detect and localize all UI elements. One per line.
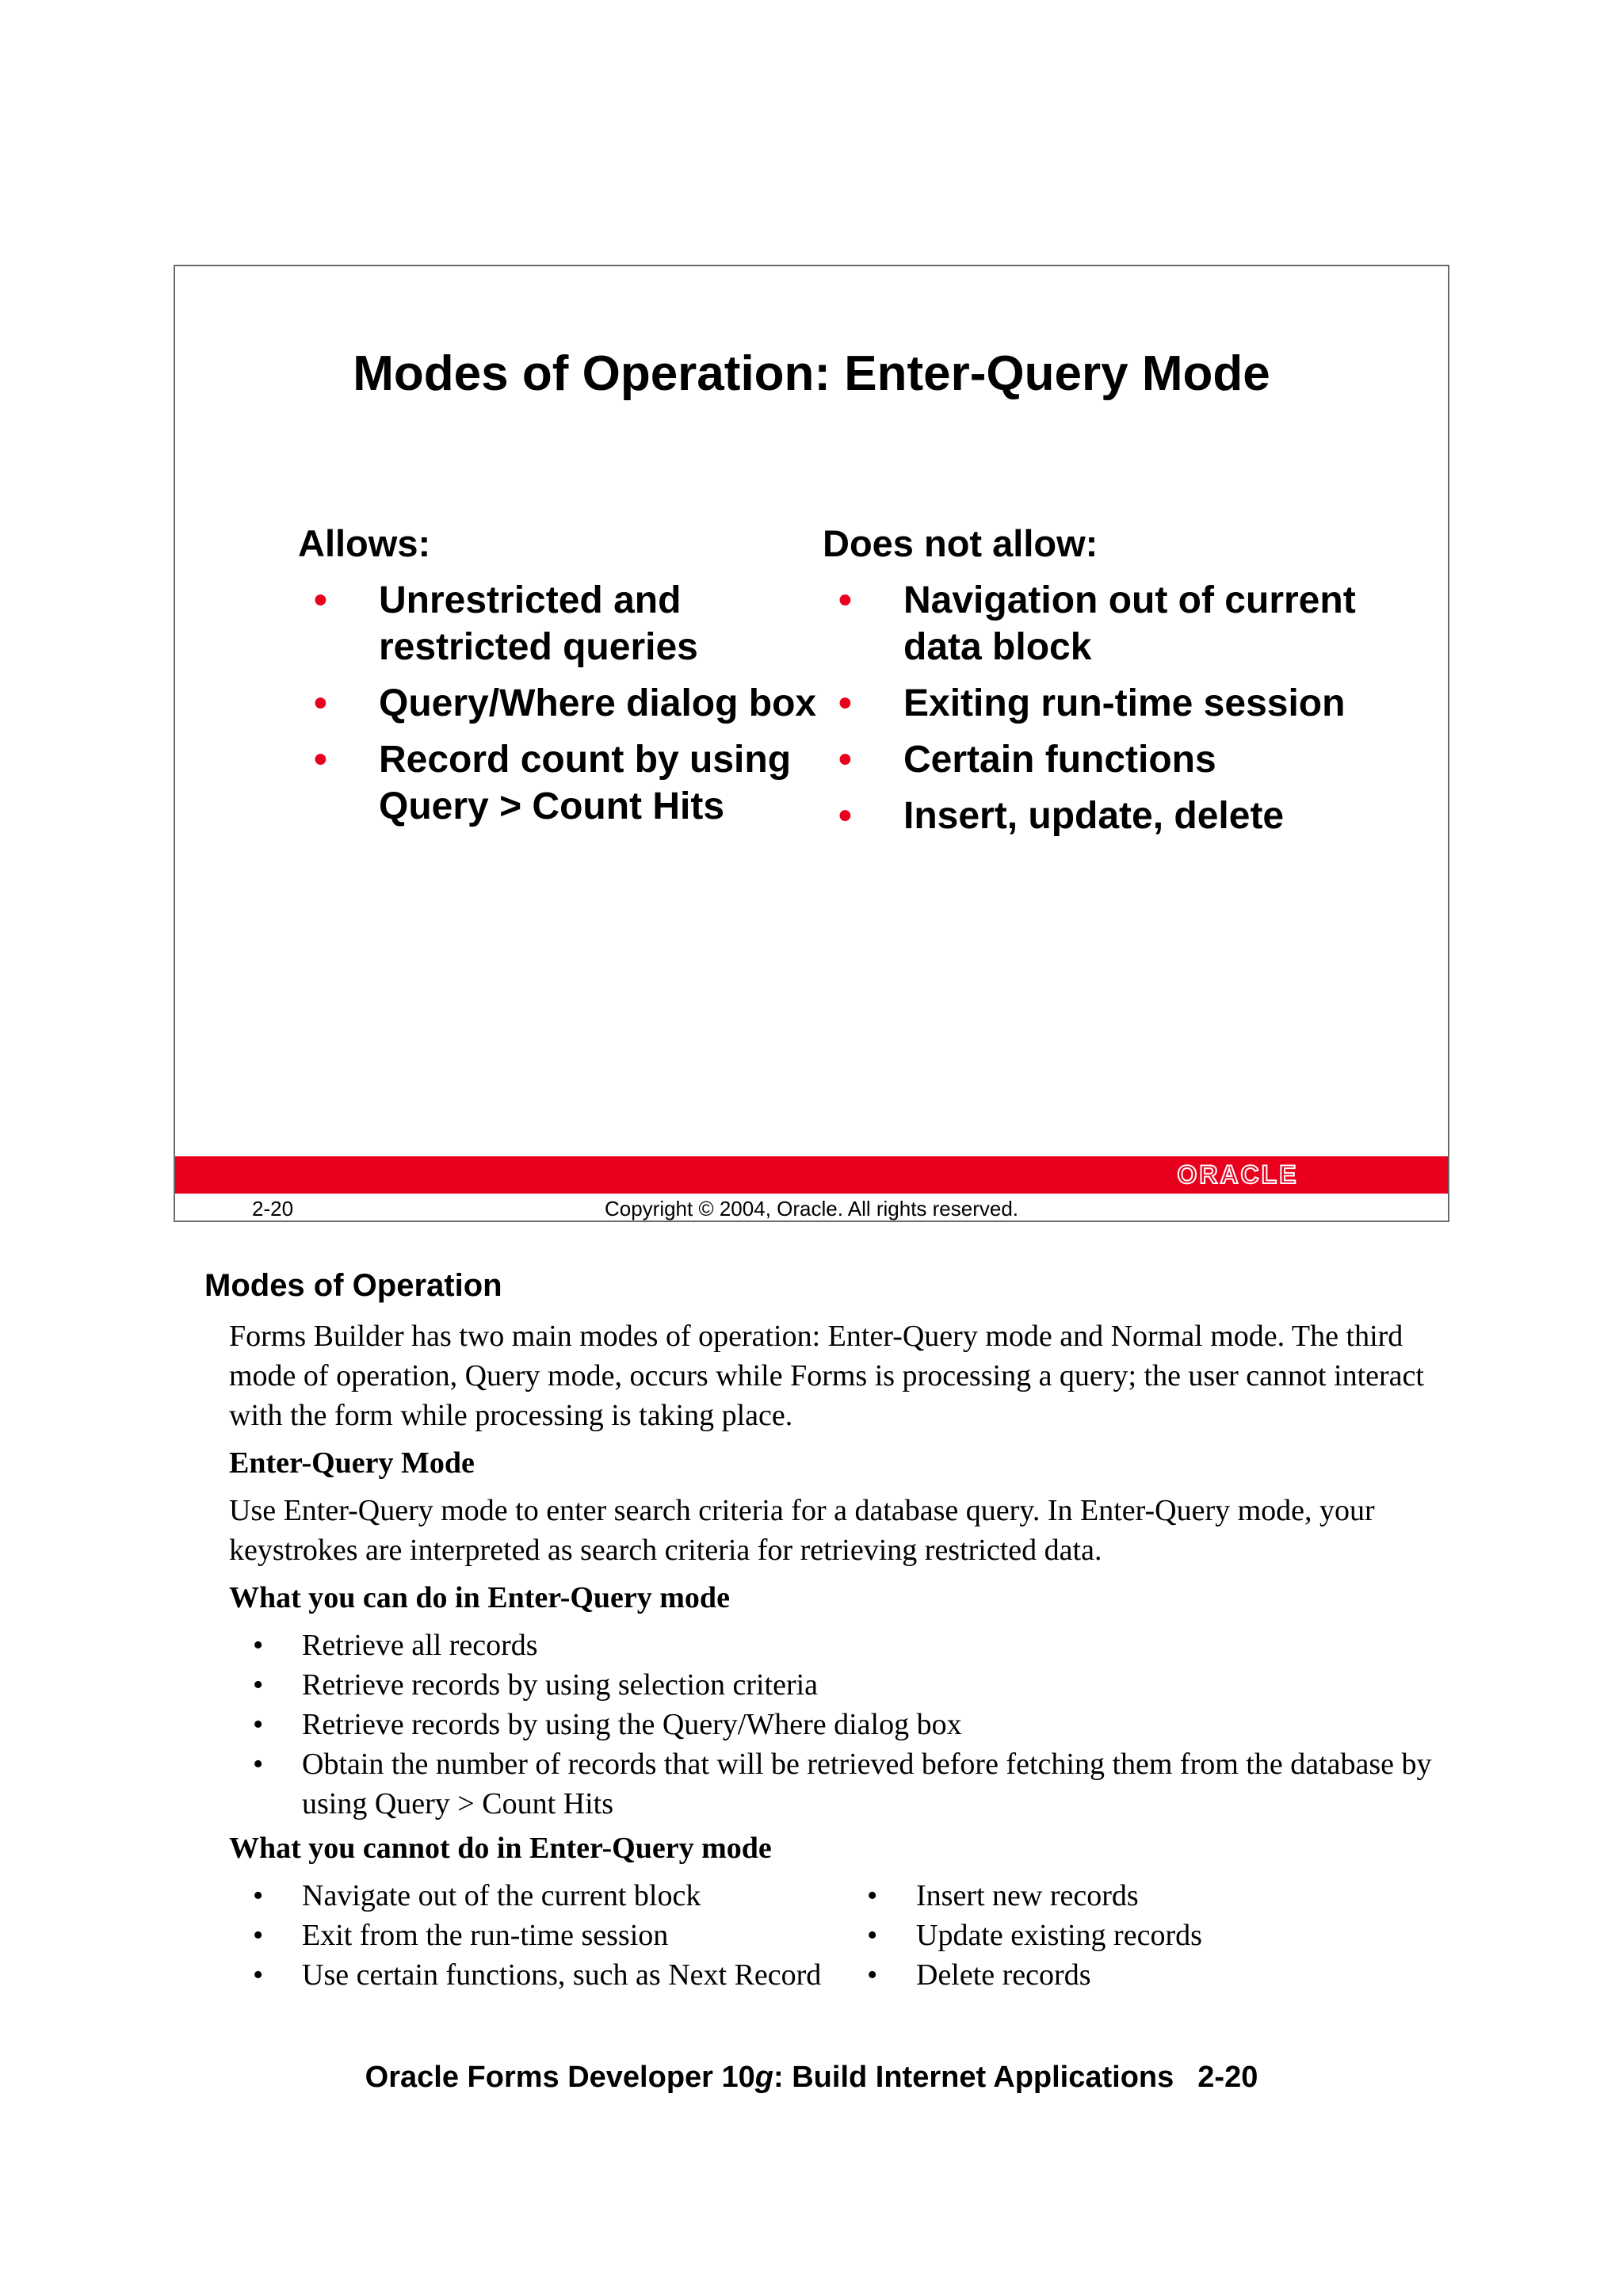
cannot-do-heading: What you cannot do in Enter-Query mode xyxy=(229,1832,772,1865)
does-not-allow-item: • Certain functions xyxy=(823,736,1377,783)
bullet-icon: • xyxy=(867,1919,878,1952)
cannot-do-list-left xyxy=(229,1876,843,1995)
slide-title: Modes of Operation: Enter-Query Mode xyxy=(353,346,1270,401)
enter-query-heading: Enter-Query Mode xyxy=(229,1446,475,1480)
allows-heading: Allows: xyxy=(298,522,431,564)
does-not-allow-list xyxy=(823,577,1377,839)
can-do-item: • Retrieve records by using the Query/Where dialog box xyxy=(229,1705,1457,1744)
allows-item: • Record count by using Query > Count Hits xyxy=(298,736,821,830)
cannot-do-list-right xyxy=(843,1876,1202,1995)
bullet-icon: • xyxy=(838,739,852,781)
copyright-text: Copyright © 2004, Oracle. All rights reserved. xyxy=(604,1197,1019,1221)
oracle-red-bar xyxy=(175,1156,1448,1194)
notes-body xyxy=(229,1316,1457,2000)
does-not-allow-item: • Navigation out of current data block xyxy=(823,577,1377,670)
notes-heading: Modes of Operation xyxy=(204,1268,502,1303)
bullet-icon: • xyxy=(253,1958,264,1992)
bullet-icon: • xyxy=(838,795,852,837)
can-do-item: • Retrieve records by using selection criteria xyxy=(229,1665,1457,1705)
allows-column xyxy=(298,520,821,839)
bullet-icon: • xyxy=(314,682,327,724)
allows-item: • Query/Where dialog box xyxy=(298,680,821,727)
bullet-icon: • xyxy=(314,579,327,621)
course-title: Oracle Forms Developer 10g: Build Internet Applications xyxy=(365,2061,1174,2094)
can-do-heading: What you can do in Enter-Query mode xyxy=(229,1581,730,1614)
bullet-icon: • xyxy=(253,1708,264,1741)
bullet-icon: • xyxy=(253,1919,264,1952)
oracle-logo xyxy=(1159,1159,1317,1190)
bullet-icon: • xyxy=(867,1879,878,1912)
bullet-icon: • xyxy=(253,1879,264,1912)
allows-item: • Unrestricted and restricted queries xyxy=(298,577,821,670)
cannot-do-item: • Use certain functions, such as Next Record xyxy=(229,1955,843,1995)
does-not-allow-column xyxy=(823,520,1377,849)
slide xyxy=(174,265,1449,1222)
cannot-do-item: • Navigate out of the current block xyxy=(229,1876,843,1916)
does-not-allow-item: • Exiting run-time session xyxy=(823,680,1377,727)
page-number: 2-20 xyxy=(1197,2061,1258,2094)
bullet-icon: • xyxy=(838,579,852,621)
cannot-do-item: • Delete records xyxy=(843,1955,1202,1995)
cannot-do-item: • Exit from the run-time session xyxy=(229,1916,843,1955)
does-not-allow-item: • Insert, update, delete xyxy=(823,793,1377,839)
cannot-do-item: • Update existing records xyxy=(843,1916,1202,1955)
bullet-icon: • xyxy=(867,1958,878,1992)
does-not-allow-heading: Does not allow: xyxy=(823,522,1098,564)
can-do-list xyxy=(229,1626,1457,1824)
notes-section xyxy=(204,1268,1457,2000)
svg-text:ORACLE: ORACLE xyxy=(1177,1160,1299,1189)
cannot-do-columns xyxy=(229,1876,1457,2000)
bullet-icon: • xyxy=(314,739,327,781)
cannot-do-item: • Insert new records xyxy=(843,1876,1202,1916)
can-do-item: • Retrieve all records xyxy=(229,1626,1457,1665)
slide-footer xyxy=(175,1194,1448,1222)
bullet-icon: • xyxy=(253,1629,264,1662)
page-footer xyxy=(0,2061,1623,2095)
notes-intro: Forms Builder has two main modes of operation: Enter-Query mode and Normal mode. The third mode of operation, Query mode, occurs while Forms is processing a query; the user cannot interact with the form while processing is taking place. xyxy=(229,1320,1424,1432)
bullet-icon: • xyxy=(838,682,852,724)
can-do-item: • Obtain the number of records that will be retrieved before fetching them from the database by using Query > Count Hits xyxy=(229,1744,1457,1824)
slide-number: 2-20 xyxy=(252,1197,294,1221)
bullet-icon: • xyxy=(253,1748,264,1781)
allows-list xyxy=(298,577,821,830)
bullet-icon: • xyxy=(253,1668,264,1702)
enter-query-text: Use Enter-Query mode to enter search criteria for a database query. In Enter-Query mode, your keystrokes are interpreted as search criteria for retrieving restricted data. xyxy=(229,1494,1375,1567)
